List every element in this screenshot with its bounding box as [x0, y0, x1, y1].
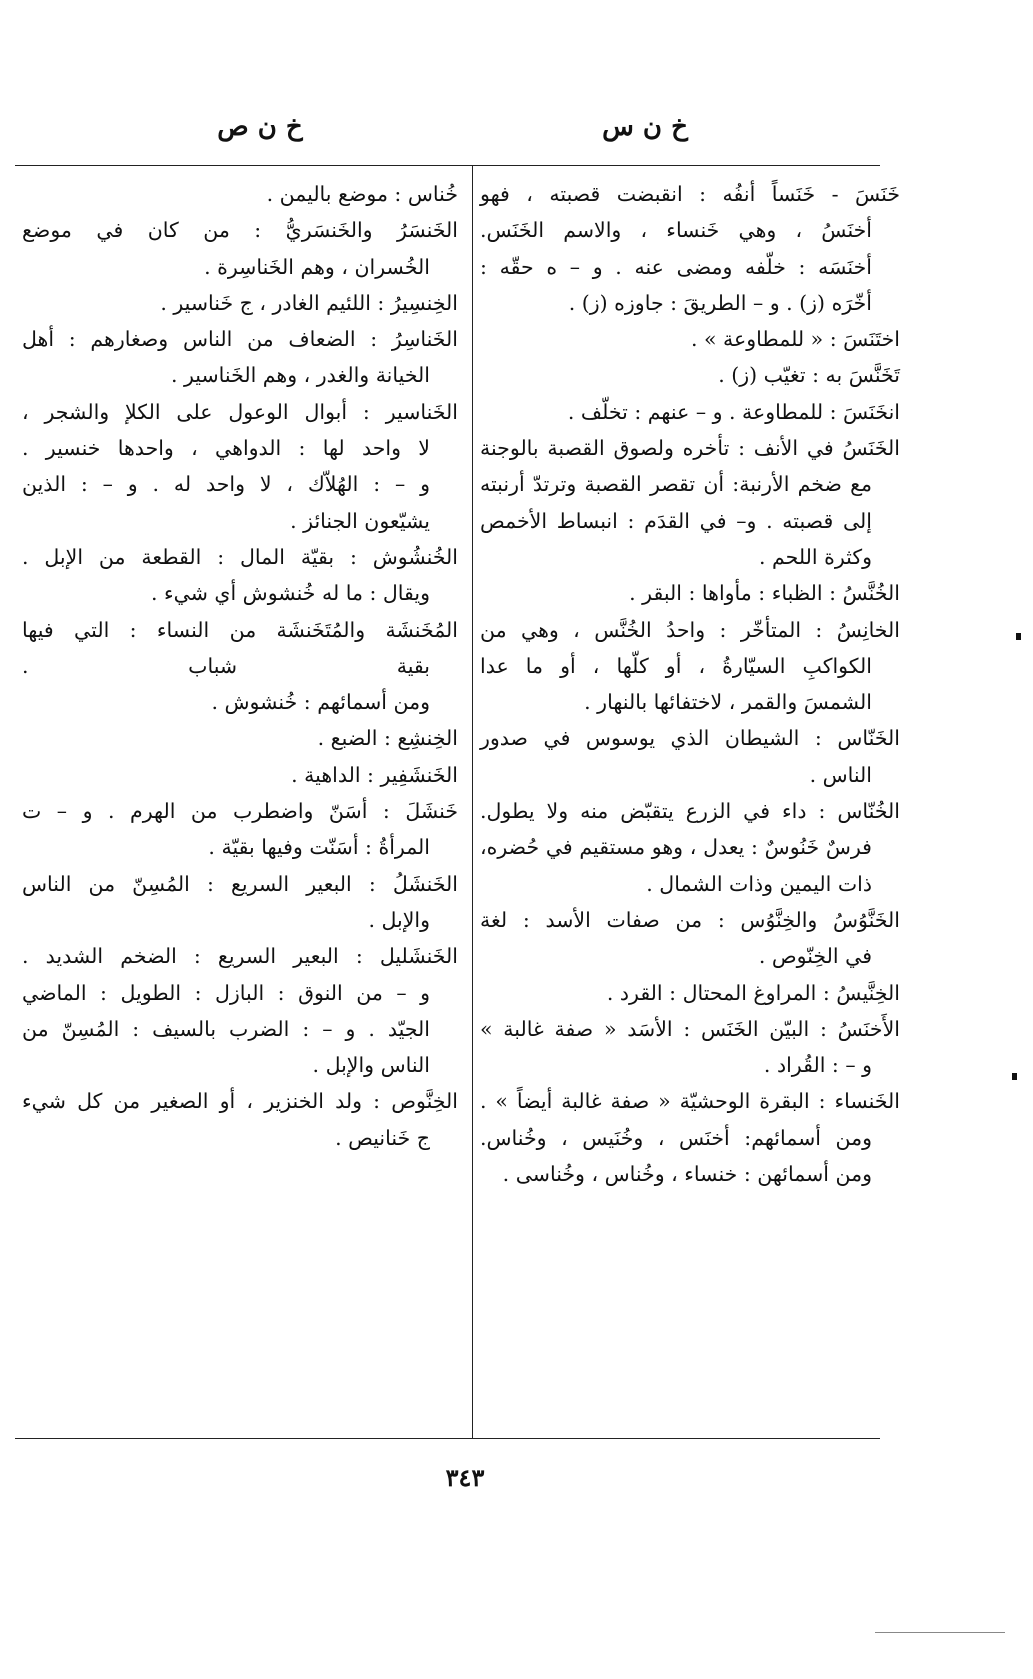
entry-line: الجيّد . و – : الضرب بالسيف : المُسِنّ من: [22, 1016, 430, 1041]
entry-headword-line: الخَنسَرُ والخَنسَريُّ : من كان في موضع: [22, 218, 458, 243]
entry-headword-line: المُخَنشَة والمُتَخَنشَة من النساء : التي فيها: [22, 617, 458, 642]
entry-headword-line: الخُنَّسُ : الظباء : مأواها : البقر .: [629, 581, 900, 606]
column-divider: [472, 165, 473, 1438]
entry-headword-line: الخَنَسُ في الأنف : تأخره ولصوق القصبة بالوجنة: [480, 436, 900, 461]
entry-headword-line: الخَنشَليل : البعير السريع : الضخم الشديد .: [22, 944, 458, 969]
entry-headword-line: الخَناسير : أبوال الوعول على الكلإ والشجر ،: [22, 399, 458, 424]
entry-line: ومن أسمائهن : خنساء ، وخُناس ، وخُناسى .: [502, 1162, 872, 1187]
entry-headword-line: خَنَسَ - خَنَساً أنفُه : انقبضت قصبته ، فهو: [480, 182, 900, 206]
dictionary-entry: [22, 938, 458, 1083]
entry-line: الخُسران ، وهم الخَناسِرة .: [204, 254, 430, 279]
dictionary-entry: [480, 612, 900, 721]
entry-line: يشيّعون الجنائز .: [290, 508, 430, 533]
dictionary-entry: [22, 176, 458, 212]
entry-line: بقية شباب .: [22, 653, 430, 678]
entry-line: لا واحد لها : الدواهي ، واحدها خنسير .: [22, 436, 430, 461]
entry-line: ذات اليمين وذات الشمال .: [646, 871, 872, 896]
running-head-right: خ ن س: [602, 112, 688, 142]
entry-headword-line: الخانِسُ : المتأخّر : واحدُ الخُنَّس ، وهي من: [480, 617, 900, 642]
top-rule: [15, 165, 880, 166]
dictionary-entry: [480, 1083, 900, 1192]
bottom-edge-line: [875, 1632, 1005, 1633]
entry-line: المرأةُ : أسَنّت وفيها بقيّة .: [208, 835, 430, 860]
dictionary-entry: [480, 575, 900, 611]
entry-line: الناس والإبل .: [312, 1053, 430, 1078]
entry-headword-line: الخَنَّوُسُ والخِنَّوُس : من صفات الأسد : لغة: [480, 907, 900, 932]
entry-line: ويقال : ما له خُنشوش أي شيء .: [150, 581, 430, 606]
dictionary-entry: [22, 285, 458, 321]
page-number: ٣٤٣: [445, 1463, 485, 1492]
entry-line: ومن أسمائهم: أخنَس ، وخُنَيس ، وخُناس.: [480, 1125, 872, 1150]
entry-line: إلى قصبته . و– في القدَم : انبساط الأخمص: [480, 508, 872, 533]
entry-headword-line: الخَنشَفِير : الداهية .: [291, 762, 458, 787]
dictionary-entry: [480, 357, 900, 393]
entry-headword-line: الخِنسِيرُ : اللئيم الغادر ، ج خَناسير .: [160, 290, 458, 315]
dictionary-entry: [22, 720, 458, 756]
entry-headword-line: الخِنشِع : الضبع .: [317, 726, 458, 751]
entry-line: و – : الهُلاّك ، لا واحد له . و – : الذين: [22, 472, 430, 497]
dictionary-entry: [22, 321, 458, 394]
left-column: [22, 176, 458, 1156]
entry-line: أخّرَه (ز) . و – الطريقَ : جاوزه (ز) .: [568, 290, 872, 315]
dictionary-entry: [22, 394, 458, 539]
right-column: [480, 176, 900, 1192]
entry-headword-line: الخِنَّوص : ولد الخنزير ، أو الصغير من كل شيء: [22, 1089, 458, 1114]
entry-line: والإبل .: [368, 907, 430, 932]
entry-line: فرسٌ خَنُوسٌ : يعدل ، وهو مستقيم في حُضره،: [480, 835, 872, 860]
dictionary-entry: [22, 1083, 458, 1156]
entry-headword-line: الأَخنَسُ : البيّن الخَنَس : الأسَد « صفة غالبة »: [480, 1016, 900, 1041]
entry-headword-line: خَنشَلَ : أسَنّ واضطرب من الهرم . و – ت: [22, 799, 458, 824]
bottom-rule: [15, 1438, 880, 1439]
entry-line: وكثرة اللحم .: [758, 544, 872, 569]
dictionary-entry: [22, 793, 458, 866]
margin-mark: [1012, 1073, 1017, 1080]
entry-line: ومن أسمائهم : خُنشوش .: [211, 690, 430, 715]
entry-line: الناس .: [809, 762, 872, 787]
entry-line: و – من النوق : البازل : الطويل : الماضي: [22, 980, 430, 1005]
entry-headword-line: الخَنشَلُ : البعير السريع : المُسِنّ من الناس: [22, 871, 458, 896]
dictionary-entry: [480, 1011, 900, 1084]
entry-line: الخيانة والغدر ، وهم الخَناسير .: [170, 363, 430, 388]
dictionary-entry: [22, 866, 458, 939]
entry-headword-line: الخِنَّيسُ : المراوغ المحتال : القرد .: [606, 980, 900, 1005]
entry-line: و – : القُراد .: [763, 1053, 872, 1078]
entry-headword-line: الخُنّاس : داء في الزرع يتقبّض منه ولا يطول.: [480, 799, 900, 824]
entry-line: ج خَنانيص .: [335, 1125, 430, 1150]
entry-line: في الخِنّوص .: [758, 944, 872, 969]
dictionary-entry: [480, 975, 900, 1011]
entry-headword-line: الخَناسِرُ : الضعاف من الناس وصغارهم : أهل: [22, 327, 458, 352]
dictionary-entry: [480, 793, 900, 902]
dictionary-entry: [480, 430, 900, 575]
entry-headword-line: انخَنَسَ : للمطاوعة . و – عنهم : تخلّف .: [567, 399, 900, 424]
dictionary-entry: [480, 321, 900, 357]
dictionary-entry: [480, 902, 900, 975]
dictionary-entry: [22, 539, 458, 612]
dictionary-entry: [22, 212, 458, 285]
entry-headword-line: اختَنَسَ : « للمطاوعة » .: [690, 327, 900, 352]
dictionary-entry: [480, 176, 900, 321]
entry-headword-line: الخَنّاس : الشيطان الذي يوسوس في صدور: [480, 726, 900, 751]
entry-headword-line: خُناس : موضع باليمن .: [266, 182, 458, 206]
entry-headword-line: الخُنشُوش : بقيّة المال : القطعة من الإبل .: [22, 544, 458, 569]
running-head-left: خ ن ص: [217, 112, 303, 142]
margin-mark: [1016, 633, 1021, 640]
entry-line: مع ضخم الأرنبة: أن تقصر القصبة وترتدّ أرنبته: [480, 472, 872, 497]
dictionary-entry: [22, 612, 458, 721]
dictionary-entry: [480, 394, 900, 430]
dictionary-entry: [480, 720, 900, 793]
entry-line: الكواكبِ السيّارةُ ، أو كلّها ، أو ما عدا: [480, 653, 872, 678]
entry-line: أخنَسَه : خلّفه ومضى عنه . و – ه حقّه :: [480, 254, 872, 279]
entry-headword-line: تَخَنَّسَ به : تغيّب (ز) .: [718, 363, 900, 388]
entry-line: أخنَسُ ، وهي خَنساء ، والاسم الخَنَس.: [480, 218, 872, 243]
entry-headword-line: الخَنساء : البقرة الوحشيّة « صفة غالبة أيضاً » .: [480, 1089, 900, 1114]
entry-line: الشمسَ والقمر ، لاختفائها بالنهار .: [584, 690, 872, 715]
dictionary-entry: [22, 757, 458, 793]
